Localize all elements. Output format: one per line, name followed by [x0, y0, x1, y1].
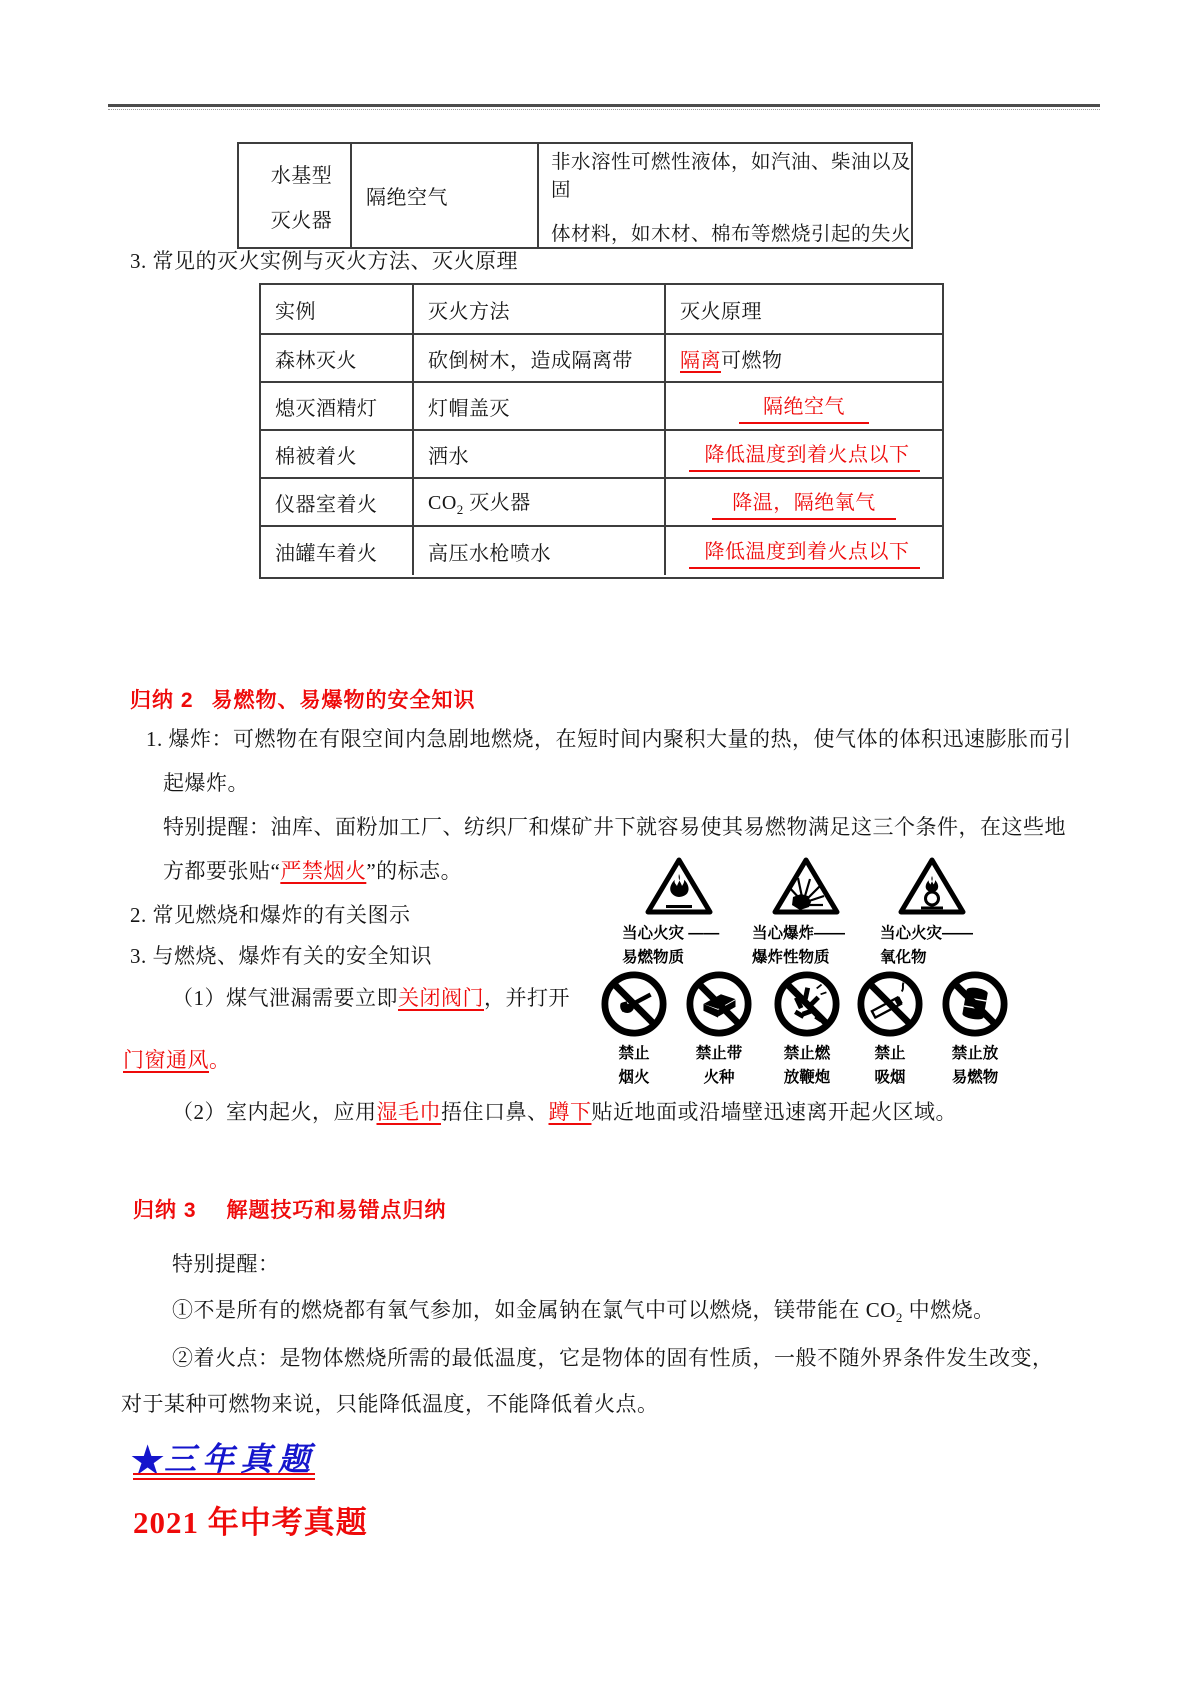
type-line1: 水基型 [270, 164, 333, 187]
table-row-cell: 熄灭酒精灯 [261, 383, 414, 431]
table-row-cell [666, 479, 942, 527]
red-underlined-answer: 隔绝空气 [739, 388, 869, 424]
principle-text: 隔绝空气 [366, 187, 448, 209]
explosion-def-line1: 1. 爆炸：可燃物在有限空间内急剧地燃烧，在短时间内聚积大量的热，使气体的体积迅速膨胀而引 [146, 727, 1072, 751]
tip-line1: 特别提醒：油库、面粉加工厂、纺织厂和煤矿井下就容易使其易燃物满足这三个条件，在这些地 [163, 815, 1066, 839]
table-row-cell: 砍倒树木，造成隔离带 [414, 335, 666, 383]
summary3-tip: 特别提醒： [172, 1252, 280, 1276]
col-header-example: 实例 [261, 285, 414, 335]
no-kindling-icon [686, 971, 752, 1042]
banner-title: 三年真题 [164, 1440, 317, 1478]
explosion-def-line2: 起爆炸。 [163, 771, 249, 795]
summary3-heading [133, 1194, 447, 1224]
item3-2-line: （2）室内起火，应用湿毛巾捂住口鼻、蹲下贴近地面或沿墙壁迅速离开起火区域。 [172, 1100, 957, 1124]
summary3-title: 解题技巧和易错点归纳 [226, 1199, 447, 1222]
no-firecrackers-label: 禁止燃 放鞭炮 [783, 1045, 831, 1086]
section-heading-extinguish-examples: 3. 常见的灭火实例与灭火方法、灭火原理 [130, 249, 518, 273]
usage-line2: 体材料，如木材、棉布等燃烧引起的失火 [551, 223, 912, 245]
summary3-point2-line2: 对于某种可燃物来说，只能降低温度，不能降低着火点。 [121, 1392, 659, 1416]
no-kindling-label: 禁止带 火种 [695, 1045, 743, 1086]
summary2-label: 归纳 2 [130, 689, 194, 712]
summary2-title: 易燃物、易爆物的安全知识 [211, 689, 476, 712]
star-icon: ★ [131, 1441, 165, 1482]
table-row-cell: $CO_2$ 灭火器 [414, 479, 666, 527]
item2-line: 2. 常见燃烧和爆炸的有关图示 [130, 903, 411, 927]
red-underlined-answer: 降低温度到着火点以下 [689, 436, 920, 472]
table-cell-principle [352, 144, 539, 247]
close-valve-term: 关闭阀门 [398, 986, 484, 1010]
flame-warning-triangle-icon [644, 855, 714, 923]
no-smoking-label: 禁止 吸烟 [874, 1045, 906, 1086]
ventilate-term: 门窗通风 [123, 1048, 209, 1072]
oxidizer-warning-triangle-icon [897, 855, 967, 923]
table-row-cell: 油罐车着火 [261, 527, 414, 575]
year-2021-heading: 2021 年中考真题 [133, 1505, 368, 1540]
table-row-cell: 棉被着火 [261, 431, 414, 479]
oxidizer-warning-label: 当心火灾—— 氧化物 [880, 925, 974, 966]
extinguisher-type-table [237, 142, 913, 249]
table-row-cell: 仪器室着火 [261, 479, 414, 527]
summary3-label: 归纳 3 [133, 1199, 197, 1222]
table-row-cell [666, 527, 942, 575]
summary3-point1: ①不是所有的燃烧都有氧气参加，如金属钠在氯气中可以燃烧，镁带能在 $CO_2$ 中燃烧。 [172, 1298, 995, 1326]
extinguish-examples-table [259, 283, 944, 579]
no-open-flame-icon [601, 971, 667, 1042]
no-flammables-label: 禁止放 易燃物 [951, 1045, 999, 1086]
no-flammables-icon [942, 971, 1008, 1042]
no-smoking-icon [857, 971, 923, 1042]
table-row-cell: 隔离可燃物 [666, 335, 942, 383]
type-line2: 灭火器 [270, 209, 333, 232]
summary3-point2-line1: ②着火点：是物体燃烧所需的最低温度，它是物体的固有性质，一般不随外界条件发生改变， [172, 1346, 1054, 1370]
header-rule [108, 104, 1100, 110]
table-row-cell [666, 431, 942, 479]
table-row-cell: 高压水枪喷水 [414, 527, 666, 575]
table-cell-usage [539, 144, 911, 247]
explosion-warning-label: 当心爆炸—— 爆炸性物质 [752, 925, 846, 966]
red-underlined-answer: 降低温度到着火点以下 [689, 533, 920, 569]
table-row-cell: 森林灭火 [261, 335, 414, 383]
item3-1-line: （1）煤气泄漏需要立即关闭阀门，并打开 [172, 986, 570, 1010]
table-row-cell: 灯帽盖灭 [414, 383, 666, 431]
explosion-warning-triangle-icon [771, 855, 841, 923]
no-fireworks-term: 严禁烟火 [280, 859, 367, 883]
flame-warning-label: 当心火灾 —— 易燃物质 [622, 925, 720, 966]
crouch-term: 蹲下 [548, 1100, 592, 1124]
table-row-cell [666, 383, 942, 431]
col-header-principle: 灭火原理 [666, 285, 942, 335]
wet-towel-term: 湿毛巾 [376, 1100, 441, 1124]
summary2-heading [130, 684, 476, 714]
col-header-method: 灭火方法 [414, 285, 666, 335]
tip-line2: 方都要张贴“严禁烟火”的标志。 [163, 859, 463, 883]
table-row-cell: 洒水 [414, 431, 666, 479]
item3-1-line2: 门窗通风。 [123, 1048, 231, 1072]
usage-line1: 非水溶性可燃性液体，如汽油、柴油以及固 [551, 151, 912, 201]
red-underlined-answer: 降温，隔绝氧气 [712, 484, 896, 520]
item3-line: 3. 与燃烧、爆炸有关的安全知识 [130, 944, 432, 968]
no-firecrackers-icon [774, 971, 840, 1042]
red-underlined-answer: 隔离 [680, 349, 721, 372]
banner-double-underline [133, 1473, 315, 1480]
no-open-flame-label: 禁止 烟火 [618, 1045, 650, 1086]
table-cell-type [239, 144, 352, 247]
